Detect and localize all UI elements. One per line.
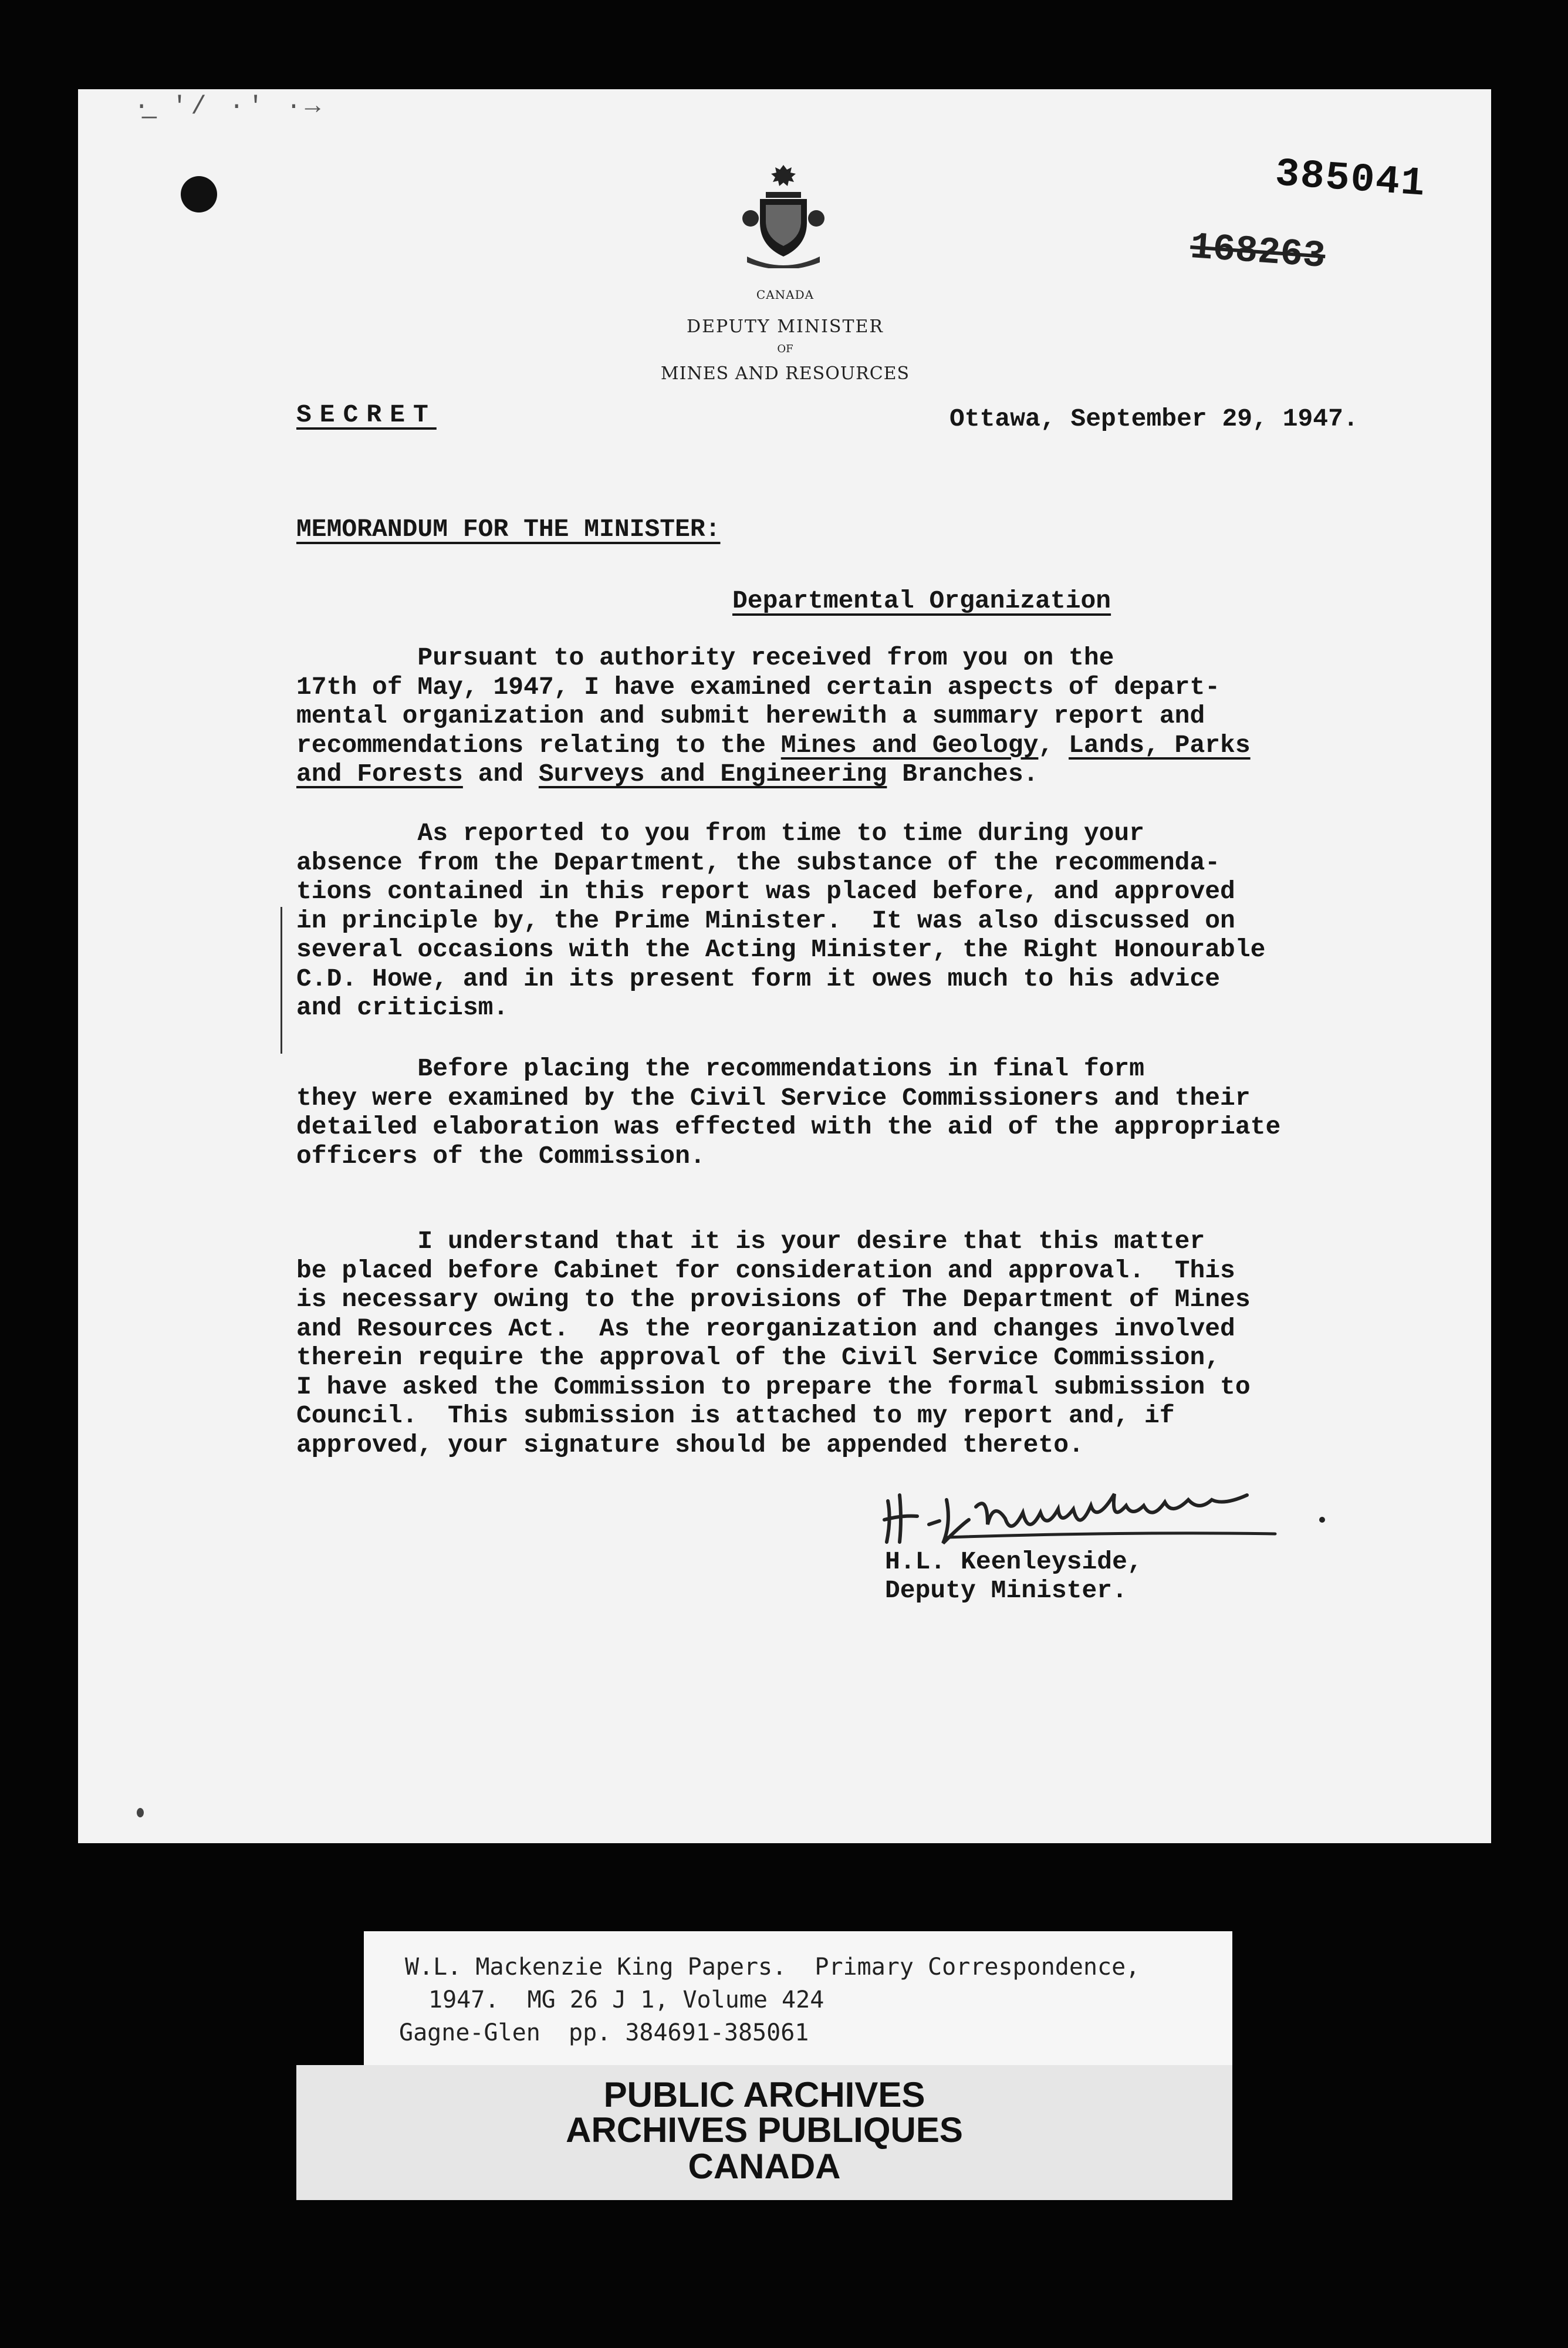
margin-bracket [281, 907, 289, 1054]
punch-hole [181, 176, 217, 212]
paragraph-line: and criticism. [296, 993, 509, 1022]
branch-lands-parks: Lands, Parks [1069, 730, 1251, 760]
paragraph-line: C.D. Howe, and in its present form it owes much to his advice [296, 964, 1221, 993]
paragraph-line: officers of the Commission. [296, 1141, 705, 1170]
paragraph-line: mental organization and submit herewith a summary report and [296, 701, 1205, 730]
paragraph-line: I understand that it is your desire that this matter [296, 1227, 1205, 1256]
stamp-line-1: PUBLIC ARCHIVES [603, 2075, 925, 2114]
text-run: and [462, 760, 539, 788]
old-document-number: 168263 [1188, 227, 1327, 278]
document-number: 385041 [1273, 151, 1428, 207]
signatory [885, 1547, 1143, 1605]
paragraph-line: is necessary owing to the provisions of The Department of Mines [296, 1285, 1251, 1314]
branch-surveys-engineering: Surveys and Engineering [538, 760, 887, 788]
paragraph-2 [296, 819, 1499, 1023]
paragraph-line: and Resources Act. As the reorganization and changes involved [296, 1314, 1235, 1343]
paragraph-line: they were examined by the Civil Service Commissioners and their [296, 1083, 1251, 1112]
letterhead-line1: DEPUTY MINISTER [687, 316, 884, 337]
public-archives-stamp [296, 2065, 1232, 2200]
memo-addressee: MEMORANDUM FOR THE MINISTER: [296, 515, 721, 544]
citation-line-2: 1947. MG 26 J 1, Volume 424 [428, 1986, 824, 2013]
paragraph-1 [296, 643, 1499, 789]
paragraph-line: in principle by, the Prime Minister. It was also discussed on [296, 906, 1235, 935]
canada-coat-of-arms-icon [742, 163, 824, 268]
paragraph-3 [296, 1054, 1499, 1170]
memo-subject: Departmental Organization [732, 586, 1111, 615]
archive-citation-label [364, 1931, 1232, 2072]
memo-page [78, 89, 1491, 1843]
paragraph-line [296, 760, 1499, 789]
paragraph-line: 17th of May, 1947, I have examined certain aspects of depart- [296, 672, 1221, 701]
paragraph-line: As reported to you from time to time during your [296, 819, 1145, 848]
classification-secret: SECRET [296, 400, 437, 429]
paragraph-line: Before placing the recommendations in final form [296, 1054, 1145, 1083]
paragraph-line: several occasions with the Acting Minister, the Right Honourable [296, 935, 1266, 964]
paragraph-line: absence from the Department, the substance of the recommenda- [296, 848, 1221, 877]
page-speck [137, 1808, 144, 1817]
paragraph-line: Council. This submission is attached to my report and, if [296, 1401, 1175, 1430]
handwritten-signature [876, 1483, 1357, 1548]
paragraph-line: I have asked the Commission to prepare the formal submission to [296, 1372, 1251, 1401]
citation-line-3: Gagne-Glen pp. 384691-385061 [399, 2019, 809, 2046]
branch-forests: and Forests [296, 760, 463, 788]
paragraph-line: Pursuant to authority received from you on the [296, 643, 1114, 672]
letterhead-line3: MINES AND RESOURCES [660, 363, 910, 384]
paragraph-line: be placed before Cabinet for consideration and approval. This [296, 1256, 1235, 1285]
text-run: recommendations relating to the [296, 730, 781, 760]
dateline: Ottawa, September 29, 1947. [949, 404, 1359, 433]
letterhead-country: CANADA [756, 288, 815, 302]
corner-marks: ·̲ '/ ·' ·→ [134, 92, 325, 122]
paragraph-line: therein require the approval of the Civil Service Commission, [296, 1343, 1221, 1372]
paragraph-line [296, 731, 1499, 760]
letterhead-line2: OF [777, 343, 793, 355]
text-run: , [1038, 730, 1069, 760]
paragraph-line: approved, your signature should be appended thereto. [296, 1430, 1084, 1459]
paragraph-4 [296, 1227, 1499, 1459]
paragraph-line: tions contained in this report was placed before, and approved [296, 877, 1235, 906]
signatory-name: H.L. Keenleyside, [885, 1547, 1143, 1576]
citation-line-1: W.L. Mackenzie King Papers. Primary Correspondence, [405, 1954, 1140, 1981]
paragraph-line: detailed elaboration was effected with the aid of the appropriate [296, 1112, 1281, 1141]
signatory-title: Deputy Minister. [885, 1576, 1127, 1605]
stamp-line-3: CANADA [688, 2147, 841, 2186]
branch-mines-geology: Mines and Geology [780, 730, 1039, 760]
stamp-line-2: ARCHIVES PUBLIQUES [566, 2110, 963, 2150]
text-run: Branches. [887, 760, 1039, 788]
